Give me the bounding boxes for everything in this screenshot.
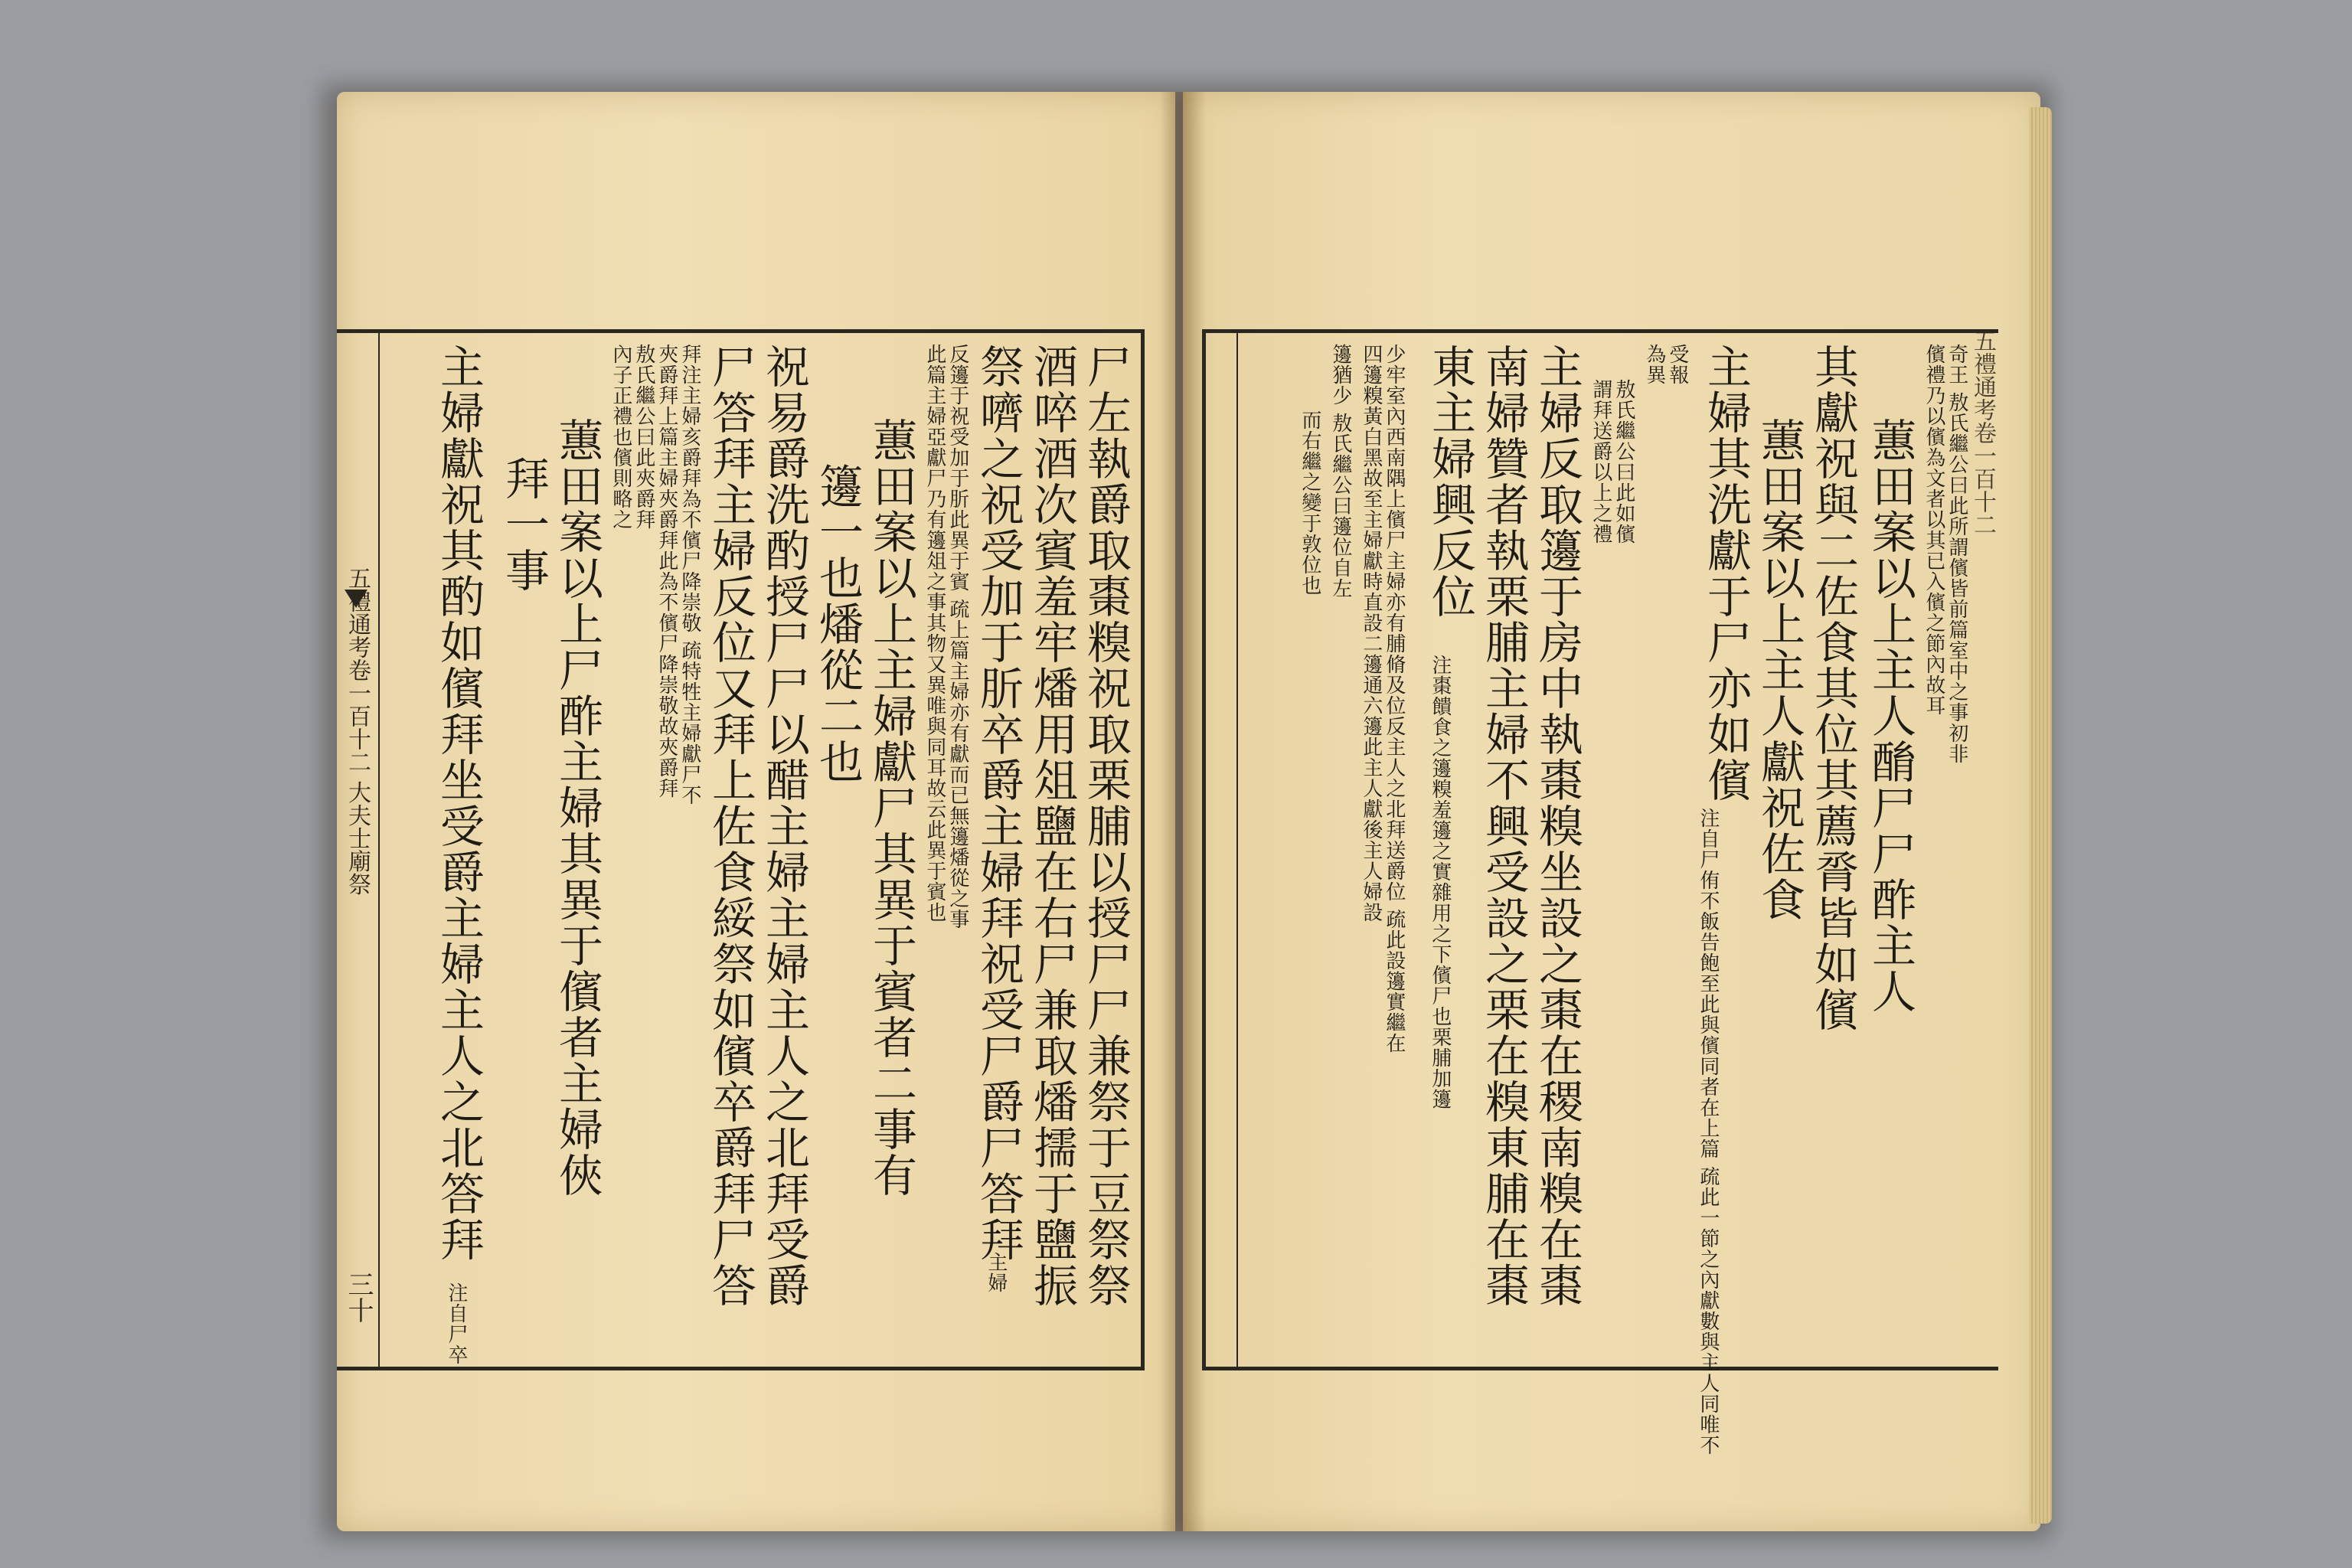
annotation-column: 謂拜送爵以上之禮 xyxy=(1589,379,1612,544)
text-column: 酒啐酒次賓羞牢燔用俎鹽在右尸兼取燔擩于鹽振 xyxy=(1026,344,1078,1308)
text-column: 尸左執爵取棗糗祝取栗脯以授尸尸兼祭于豆祭祭 xyxy=(1080,344,1132,1308)
annotation-column: 籩猶少 敖氏繼公曰籩位自左 xyxy=(1328,344,1352,599)
annotation-column: 拜注主婦亥爵拜為不儐尸降崇敬 疏特牲主婦獻尸不 xyxy=(678,344,701,806)
text-column: 主婦反取籩于房中執棗糗坐設之棗在稷南糗在棗 xyxy=(1531,344,1583,1308)
text-column: 其獻祝與二佐食其位其薦脀皆如儐 xyxy=(1807,344,1859,1033)
annotation-column: 注棗饋食之籩糗羞籩之實雜用之下儐尸也栗脯加籩 xyxy=(1428,655,1452,1109)
text-column: 尸答拜主婦反位又拜上佐食綏祭如儐卒爵拜尸答 xyxy=(704,344,756,1308)
right-text-frame xyxy=(1202,329,1998,1456)
annotation-column: 奇王 敖氏繼公曰此所謂儐皆前篇室中之事初非 xyxy=(1945,344,1968,765)
text-column: 蕙田案以上尸酢主婦其異于儐者主婦俠 xyxy=(551,417,603,1198)
text-column: 主婦獻祝其酌如儐拜坐受爵主婦主人之北答拜 xyxy=(433,344,485,1263)
annotation-column: 敖氏繼公曰此如儐 xyxy=(1612,379,1635,544)
text-column: 蕙田案以上主人酳尸尸酢主人 xyxy=(1864,417,1916,1014)
annotation-column: 受報 xyxy=(1665,344,1689,385)
text-column: 拜一事 xyxy=(498,456,550,593)
page-edges xyxy=(2029,107,2052,1524)
text-column: 南婦贊者執栗脯主婦不興受設之栗在糗東脯在棗 xyxy=(1478,344,1530,1308)
annotation-column: 注自尸卒 xyxy=(444,1282,468,1365)
annotation-column: 四籩糗黃白黑故至主婦獻時直設二籩通六籩此主人獻後主人婦設 xyxy=(1359,344,1383,923)
annotation-column: 敖氏繼公曰此夾爵拜 xyxy=(632,344,655,530)
annotation-column: 而右繼之變于敦位也 xyxy=(1298,410,1321,596)
annotation-column: 內子正禮也儐則略之 xyxy=(609,344,632,530)
text-column: 蕙田案以上主婦獻尸其異于賓者二事有 xyxy=(865,417,917,1198)
left-text-frame xyxy=(337,329,1145,1370)
text-column: 主婦其洗獻于尸亦如儐 xyxy=(1700,344,1752,803)
folio-number: 三十 xyxy=(343,1271,374,1323)
annotation-column: 反籩于祝受加于肵此異于賓 疏上篇主婦亦有獻而已無籩燔從之事 xyxy=(946,344,969,930)
annotation-column: 少牢室內西南隅上儐尸主婦亦有脯脩及位反主人之北拜送爵位 疏此設籩實繼在 xyxy=(1382,344,1406,1054)
text-column: 祝易爵洗酌授尸尸以醋主婦主婦主人之北拜受爵 xyxy=(758,344,810,1308)
banxin-title: 五禮通考卷一百十二 大夫士廟祭 xyxy=(344,567,371,896)
text-column: 籩一也燔從二也 xyxy=(812,463,864,785)
annotation-column: 夾爵拜上篇主婦夾爵拜此為不儐尸降崇敬故夾爵拜 xyxy=(655,344,678,799)
right-running-head: 五禮通考卷一百十二 xyxy=(1969,329,1996,536)
text-column: 祭嚌之祝受加于肵卒爵主婦拜祝受尸爵尸答拜 xyxy=(972,344,1024,1263)
annotation-column: 為異 xyxy=(1642,344,1666,385)
frame-inner-rule xyxy=(1236,333,1238,1367)
annotation-column: 注自尸侑不飯告飽至此與儐同者在上篇 疏此一節之內獻數與主人同唯不 xyxy=(1696,808,1720,1456)
annotation-column: 主婦 xyxy=(984,1252,1008,1293)
annotation-column: 儐禮乃以儐為文者以其已入儐之節內故耳 xyxy=(1922,344,1945,716)
annotation-column: 此篇主婦亞獻尸乃有籩俎之事其物又異唯與同耳故云此異于賓也 xyxy=(923,344,946,923)
text-column: 蕙田案以上主人獻祝佐食 xyxy=(1753,417,1805,923)
banxin-rule xyxy=(378,333,380,1367)
book-gutter xyxy=(1160,92,1206,1531)
text-column: 東主婦興反位 xyxy=(1424,344,1476,619)
